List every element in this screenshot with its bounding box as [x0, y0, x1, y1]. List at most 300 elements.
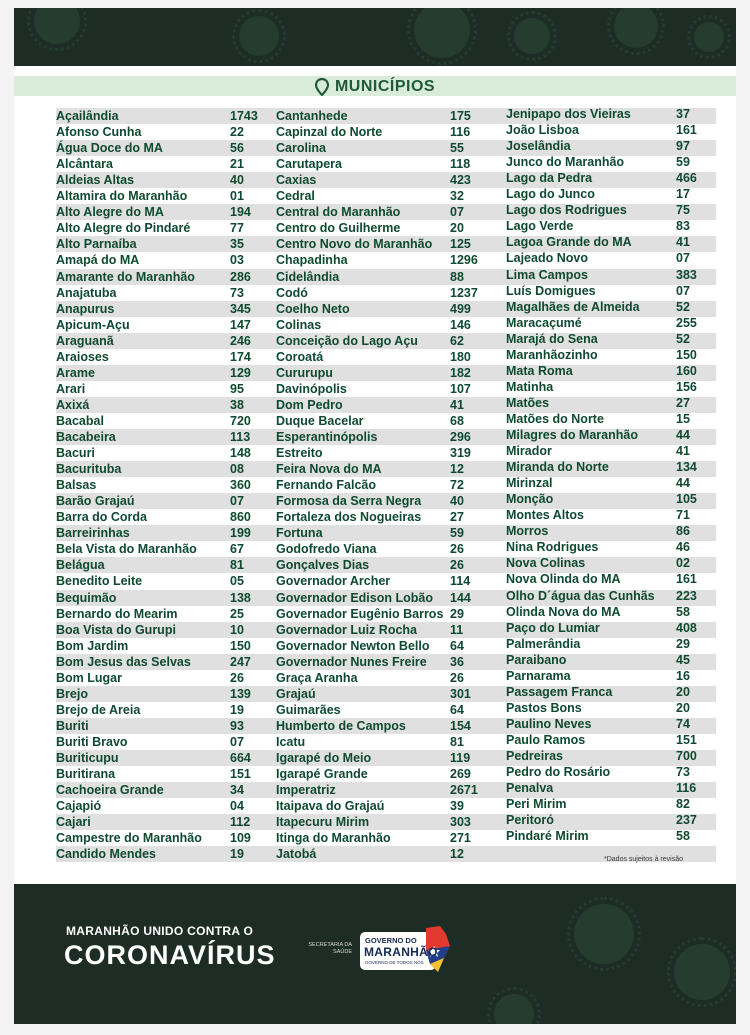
case-count: 161 — [676, 572, 697, 587]
municipality-row — [276, 814, 490, 830]
municipality-row — [56, 846, 270, 862]
municipality-row — [506, 475, 716, 491]
case-count: 41 — [676, 444, 690, 459]
case-count: 161 — [676, 123, 697, 138]
case-count: 52 — [676, 331, 690, 346]
case-count: 88 — [450, 269, 464, 284]
municipality-row — [506, 523, 716, 539]
case-count: 29 — [676, 636, 690, 651]
municipality-name: Paulo Ramos — [506, 732, 586, 747]
case-count: 25 — [230, 606, 244, 621]
case-count: 19 — [230, 702, 244, 717]
municipality-row — [56, 252, 270, 268]
case-count: 55 — [450, 141, 464, 156]
case-count: 199 — [230, 526, 251, 541]
case-count: 71 — [676, 508, 690, 523]
case-count: 46 — [676, 540, 690, 555]
case-count: 138 — [230, 590, 251, 605]
municipality-row — [276, 108, 490, 124]
municipality-name: Matões do Norte — [506, 411, 604, 426]
municipality-name: Arame — [56, 365, 95, 380]
municipality-row — [506, 154, 716, 170]
municipality-row — [276, 734, 490, 750]
case-count: 175 — [450, 109, 471, 123]
municipality-name: Milagres do Maranhão — [506, 428, 638, 442]
municipality-row — [506, 748, 716, 764]
case-count: 174 — [230, 349, 251, 364]
municipality-row — [276, 252, 490, 268]
municipality-row — [276, 333, 490, 349]
case-count: 67 — [230, 542, 244, 557]
municipality-name: Lima Campos — [506, 267, 588, 282]
case-count: 10 — [230, 622, 244, 637]
municipality-row — [276, 429, 490, 445]
municipality-row — [56, 541, 270, 557]
municipality-name: Candido Mendes — [56, 847, 157, 862]
municipality-name: Igarapé Grande — [276, 767, 368, 782]
municipality-row — [276, 301, 490, 317]
case-count: 93 — [230, 718, 244, 733]
virus-decoration — [614, 8, 658, 48]
municipality-name: Centro do Guilherme — [276, 221, 401, 236]
municipality-name: Balsas — [56, 478, 97, 493]
municipality-name: Duque Bacelar — [276, 413, 364, 428]
case-count: 1237 — [450, 285, 478, 300]
case-count: 150 — [230, 638, 251, 653]
case-count: 11 — [450, 622, 464, 637]
virus-decoration — [674, 944, 730, 1000]
revision-note: *Dados sujeitos à revisão — [604, 856, 683, 863]
municipality-name: Jenipapo dos Vieiras — [506, 107, 631, 121]
case-count: 125 — [450, 237, 471, 252]
municipality-row — [56, 509, 270, 525]
municipality-row — [506, 571, 716, 587]
municipality-name: Axixá — [56, 397, 90, 412]
municipality-name: Imperatriz — [276, 783, 336, 798]
municipality-name: Feira Nova do MA — [276, 462, 382, 477]
municipality-name: Pastos Bons — [506, 700, 582, 715]
municipality-row — [506, 186, 716, 202]
case-count: 255 — [676, 315, 697, 330]
case-count: 52 — [676, 299, 690, 314]
municipality-name: Miranda do Norte — [506, 460, 609, 475]
municipality-row — [276, 381, 490, 397]
municipality-row — [506, 315, 716, 331]
municipality-row — [56, 525, 270, 541]
municipality-row — [276, 525, 490, 541]
case-count: 07 — [676, 251, 690, 266]
municipality-row — [276, 349, 490, 365]
case-count: 26 — [230, 670, 244, 685]
municipality-row — [276, 622, 490, 638]
case-count: 40 — [450, 494, 464, 509]
case-count: 247 — [230, 654, 251, 669]
logo-text-top: GOVERNO DO — [365, 936, 417, 945]
municipality-row — [506, 395, 716, 411]
municipality-row — [276, 140, 490, 156]
municipality-row — [276, 156, 490, 172]
municipality-name: Araguanã — [56, 333, 114, 348]
case-count: 12 — [450, 462, 464, 477]
municipality-name: Marajá do Sena — [506, 331, 598, 346]
case-count: 194 — [230, 205, 251, 220]
case-count: 345 — [230, 301, 251, 316]
municipality-row — [276, 269, 490, 285]
case-count: 26 — [450, 670, 464, 685]
case-count: 383 — [676, 267, 697, 282]
municipality-name: Amapá do MA — [56, 253, 140, 268]
case-count: 82 — [676, 797, 690, 812]
municipality-name: Mirinzal — [506, 476, 553, 491]
campaign-line: MARANHÃO UNIDO CONTRA O — [66, 924, 254, 938]
municipality-name: Codó — [276, 285, 308, 300]
case-count: 29 — [450, 606, 464, 621]
municipality-name: Bom Jesus das Selvas — [56, 654, 191, 669]
case-count: 246 — [230, 333, 251, 348]
municipality-name: Lago da Pedra — [506, 171, 593, 186]
case-count: 81 — [230, 558, 244, 573]
municipality-name: Coelho Neto — [276, 301, 350, 316]
municipality-row — [276, 509, 490, 525]
municipality-name: Lago Verde — [506, 219, 574, 234]
municipality-name: Colinas — [276, 317, 322, 332]
municipality-name: Centro Novo do Maranhão — [276, 237, 433, 252]
municipality-name: Bacurituba — [56, 462, 122, 477]
municipality-row — [56, 686, 270, 702]
municipality-row — [56, 365, 270, 381]
municipality-name: Gonçalves Dias — [276, 558, 370, 573]
municipality-name: Igarapé do Meio — [276, 751, 372, 765]
municipality-row — [276, 461, 490, 477]
municipality-name: Anajatuba — [56, 285, 117, 300]
municipality-name: Cantanhede — [276, 109, 348, 123]
case-count: 40 — [230, 173, 244, 188]
municipality-name: Apicum-Açu — [56, 317, 130, 332]
municipality-row — [56, 204, 270, 220]
case-count: 160 — [676, 363, 697, 378]
case-count: 73 — [230, 285, 244, 300]
municipality-row — [506, 283, 716, 299]
municipality-name: Cajapió — [56, 799, 102, 814]
municipality-row — [56, 461, 270, 477]
case-count: 720 — [230, 413, 251, 428]
municipality-row — [506, 684, 716, 700]
municipality-row — [506, 443, 716, 459]
virus-decoration — [34, 8, 80, 44]
municipality-name: Pedro do Rosário — [506, 765, 611, 780]
case-count: 59 — [676, 155, 690, 170]
municipality-row — [56, 301, 270, 317]
case-count: 81 — [450, 734, 464, 749]
municipality-row — [276, 654, 490, 670]
municipality-name: Açailândia — [56, 109, 119, 123]
municipality-name: Dom Pedro — [276, 397, 343, 412]
municipality-row — [506, 780, 716, 796]
municipality-row — [506, 700, 716, 716]
case-count: 423 — [450, 173, 471, 188]
municipality-row — [506, 668, 716, 684]
municipality-row — [56, 622, 270, 638]
case-count: 286 — [230, 269, 251, 284]
municipality-row — [56, 349, 270, 365]
case-count: 408 — [676, 620, 697, 635]
municipality-row — [56, 638, 270, 654]
municipality-row — [56, 108, 270, 124]
municipality-row — [506, 812, 716, 828]
municipality-name: Buriti — [56, 718, 89, 733]
municipality-name: Morros — [506, 524, 549, 539]
municipality-name: Humberto de Campos — [276, 718, 406, 733]
municipality-row — [276, 172, 490, 188]
case-count: 303 — [450, 815, 471, 830]
municipality-row — [506, 347, 716, 363]
municipality-name: Bom Lugar — [56, 670, 122, 685]
case-count: 499 — [450, 301, 471, 316]
municipality-name: Boa Vista do Gurupi — [56, 622, 176, 637]
case-count: 44 — [676, 428, 690, 442]
municipality-row — [276, 397, 490, 413]
municipality-name: Central do Maranhão — [276, 205, 401, 220]
municipality-name: Governador Nunes Freire — [276, 654, 427, 669]
municipality-row — [506, 459, 716, 475]
municipality-row — [276, 782, 490, 798]
case-count: 07 — [230, 494, 244, 509]
municipality-name: Fernando Falcão — [276, 478, 377, 493]
municipality-name: Bacabeira — [56, 430, 116, 444]
municipality-name: Peri Mirim — [506, 797, 567, 812]
case-count: 12 — [450, 847, 464, 862]
municipality-name: Estreito — [276, 446, 323, 461]
municipality-row — [276, 317, 490, 333]
municipality-name: Bernardo do Mearim — [56, 606, 178, 621]
municipality-row — [506, 170, 716, 186]
municipality-name: Junco do Maranhão — [506, 155, 625, 170]
municipality-row — [56, 718, 270, 734]
case-count: 21 — [230, 157, 244, 172]
municipality-row — [506, 491, 716, 507]
case-count: 41 — [676, 235, 690, 250]
municipality-name: Bacabal — [56, 413, 104, 428]
municipality-row — [276, 573, 490, 589]
case-count: 07 — [450, 205, 464, 220]
logo-text-main: MARANHÃO — [364, 945, 438, 959]
municipality-name: Penalva — [506, 781, 554, 796]
municipality-row — [56, 285, 270, 301]
municipality-name: Governador Archer — [276, 574, 391, 589]
municipality-row — [276, 670, 490, 686]
municipality-name: Grajaú — [276, 686, 316, 701]
municipality-name: Davinópolis — [276, 381, 347, 396]
municipality-row — [506, 299, 716, 315]
case-count: 44 — [676, 476, 690, 491]
municipality-name: Paraibano — [506, 652, 567, 667]
municipality-name: Joselândia — [506, 139, 571, 154]
municipality-name: Matões — [506, 395, 550, 410]
municipality-name: Magalhães de Almeida — [506, 299, 640, 314]
municipality-row — [56, 573, 270, 589]
municipality-row — [506, 411, 716, 427]
municipality-row — [276, 204, 490, 220]
case-count: 182 — [450, 365, 471, 380]
municipality-row — [506, 652, 716, 668]
case-count: 129 — [230, 365, 251, 380]
case-count: 41 — [450, 397, 464, 412]
municipality-row — [506, 138, 716, 154]
municipality-row — [56, 557, 270, 573]
municipality-row — [506, 427, 716, 443]
municipality-row — [506, 539, 716, 555]
municipality-name: Itaipava do Grajaú — [276, 799, 385, 814]
municipality-row — [276, 798, 490, 814]
case-count: 39 — [450, 799, 464, 814]
case-count: 01 — [230, 189, 244, 204]
case-count: 700 — [676, 749, 697, 763]
case-count: 151 — [676, 732, 697, 747]
municipality-name: Lago do Junco — [506, 187, 595, 202]
municipality-name: Mata Roma — [506, 363, 573, 378]
case-count: 08 — [230, 462, 244, 477]
municipality-row — [276, 718, 490, 734]
municipality-row — [506, 507, 716, 523]
case-count: 114 — [450, 574, 471, 589]
municipality-row — [506, 588, 716, 604]
municipality-row — [56, 670, 270, 686]
municipality-row — [56, 766, 270, 782]
municipality-name: Itapecuru Mirim — [276, 815, 370, 830]
case-count: 64 — [450, 638, 464, 653]
case-count: 664 — [230, 751, 251, 765]
municipality-name: Icatu — [276, 734, 306, 749]
case-count: 15 — [676, 411, 690, 426]
case-count: 860 — [230, 510, 251, 525]
municipality-name: Carutapera — [276, 157, 342, 172]
case-count: 269 — [450, 767, 471, 782]
municipality-row — [56, 606, 270, 622]
municipality-name: Lagoa Grande do MA — [506, 235, 632, 250]
municipality-name: Benedito Leite — [56, 574, 143, 589]
case-count: 296 — [450, 430, 471, 444]
municipality-name: Fortuna — [276, 526, 323, 541]
case-count: 1296 — [450, 253, 478, 268]
municipality-name: Belágua — [56, 558, 105, 573]
municipality-row — [56, 156, 270, 172]
municipality-name: Esperantinópolis — [276, 430, 378, 444]
case-count: 223 — [676, 588, 697, 603]
municipality-row — [276, 638, 490, 654]
case-count: 134 — [676, 460, 697, 475]
municipality-row — [506, 636, 716, 652]
municipality-row — [506, 363, 716, 379]
case-count: 64 — [450, 702, 464, 717]
virus-decoration — [494, 994, 534, 1024]
municipality-row — [56, 333, 270, 349]
municipality-name: Buriti Bravo — [56, 734, 128, 749]
municipality-name: Cururupu — [276, 365, 333, 380]
case-count: 04 — [230, 799, 244, 814]
case-count: 07 — [230, 734, 244, 749]
municipality-name: Pindaré Mirim — [506, 829, 589, 844]
municipality-row — [56, 750, 270, 766]
municipality-name: Peritoró — [506, 813, 554, 828]
case-count: 139 — [230, 686, 251, 701]
case-count: 75 — [676, 203, 690, 218]
municipality-name: Paulino Neves — [506, 716, 592, 731]
municipality-row — [276, 236, 490, 252]
municipality-name: Governador Eugênio Barros — [276, 606, 444, 621]
municipality-name: Amarante do Maranhão — [56, 269, 195, 284]
case-count: 237 — [676, 813, 697, 828]
case-count: 56 — [230, 141, 244, 156]
case-count: 07 — [676, 283, 690, 298]
case-count: 107 — [450, 381, 471, 396]
case-count: 116 — [676, 781, 697, 796]
municipality-name: Parnarama — [506, 668, 571, 683]
case-count: 156 — [676, 379, 697, 394]
municipality-name: Governador Luiz Rocha — [276, 622, 417, 637]
municipality-name: Graça Aranha — [276, 670, 358, 685]
page-title: MUNICÍPIOS — [334, 78, 436, 95]
municipality-name: Araioses — [56, 349, 109, 364]
case-count: 146 — [450, 317, 471, 332]
municipality-name: Pedreiras — [506, 749, 563, 763]
case-count: 73 — [676, 765, 690, 780]
municipality-name: Guimarães — [276, 702, 341, 717]
case-count: 105 — [676, 492, 697, 507]
case-count: 147 — [230, 317, 251, 332]
case-count: 68 — [450, 413, 464, 428]
case-count: 95 — [230, 381, 244, 396]
municipality-name: Chapadinha — [276, 253, 348, 268]
case-count: 77 — [230, 221, 244, 236]
municipality-name: Olho D´água das Cunhãs — [506, 588, 655, 603]
case-count: 32 — [450, 189, 464, 204]
municipality-row — [506, 250, 716, 266]
municipality-name: Maracaçumé — [506, 315, 582, 330]
municipality-name: Cachoeira Grande — [56, 783, 164, 798]
municipality-row — [276, 365, 490, 381]
municipality-name: Godofredo Viana — [276, 542, 377, 557]
municipality-row — [276, 541, 490, 557]
municipality-row — [506, 331, 716, 347]
municipality-row — [506, 234, 716, 250]
municipality-name: Nova Colinas — [506, 556, 586, 571]
case-count: 112 — [230, 815, 251, 830]
municipality-row — [506, 796, 716, 812]
municipality-name: Caxias — [276, 173, 317, 188]
case-count: 1743 — [230, 109, 258, 123]
municipality-name: Barão Grajaú — [56, 494, 135, 509]
case-count: 83 — [676, 219, 690, 234]
municipality-row — [276, 766, 490, 782]
municipality-name: Conceição do Lago Açu — [276, 333, 418, 348]
case-count: 20 — [450, 221, 464, 236]
municipality-name: Lago dos Rodrigues — [506, 203, 627, 218]
municipality-name: Afonso Cunha — [56, 125, 142, 140]
municipality-name: Matinha — [506, 379, 554, 394]
municipality-row — [56, 445, 270, 461]
municipality-row — [276, 702, 490, 718]
municipality-name: Buriticupu — [56, 751, 119, 765]
case-count: 62 — [450, 333, 464, 348]
municipality-row — [276, 493, 490, 509]
case-count: 154 — [450, 718, 471, 733]
case-count: 58 — [676, 604, 690, 619]
case-count: 148 — [230, 446, 251, 461]
municipality-name: Alto Alegre do Pindaré — [56, 221, 191, 236]
municipality-row — [506, 379, 716, 395]
municipality-row — [276, 124, 490, 140]
municipality-row — [56, 477, 270, 493]
